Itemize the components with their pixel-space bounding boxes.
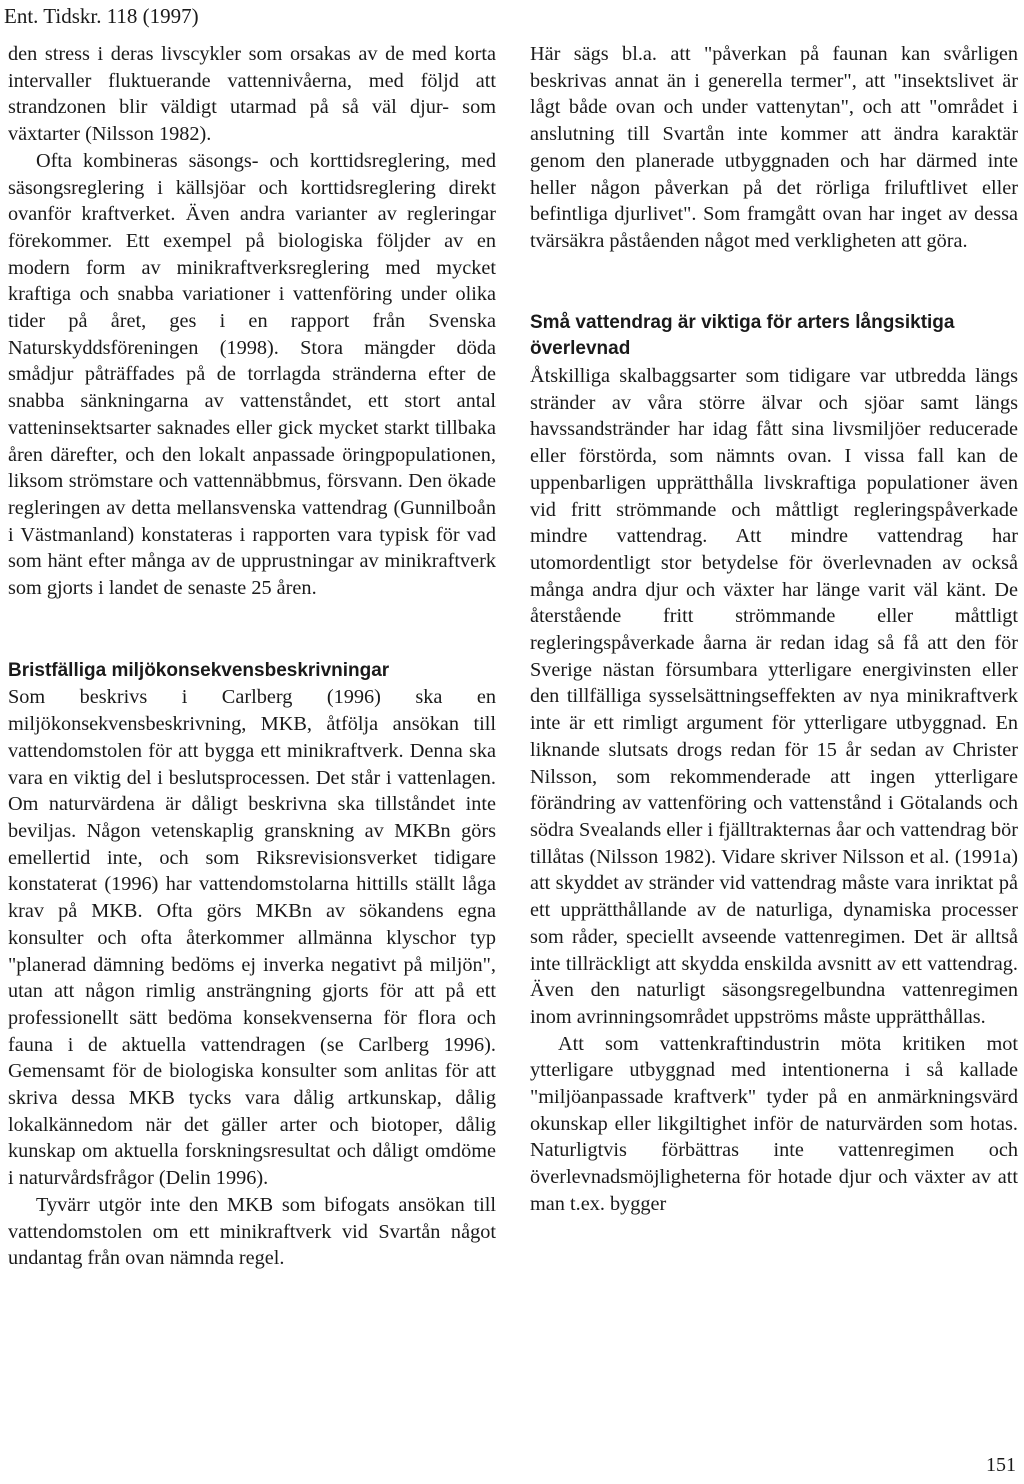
section-heading: Bristfälliga miljökonsekvensbeskrivningar	[8, 659, 390, 681]
page-number: 151	[986, 1454, 1016, 1476]
section-heading: Små vattendrag är viktiga för arters långsiktiga överlevnad	[530, 311, 955, 360]
paragraph: Som beskrivs i Carlberg (1996) ska en miljökonsekvensbeskrivning, MKB, åtfölja ansökan till vattendomstolen för att bygga ett minikraftverk. Denna ska vara en viktig del i beslutsprocessen. Det står i vattenlagen. Om naturvärdena är dåligt beskrivna ska tillståndet inte beviljas. Någon vetenskaplig granskning av MKBn görs emellertid inte, och som Riksrevisionsverket tidigare konstaterat (1996) har vattendomstolarna hittills ställt låga krav på MKB. Ofta görs MKBn av sökandens egna konsulter och ofta återkommer allmänna klyschor typ "planerad dämning bedöms ej inverka negativt på miljön", utan att någon rimlig ansträngning gjorts för att på ett professionellt sätt bedöma konsekvenserna för flora och fauna i de aktuella vattendragen (se Carlberg 1996). Gemensamt för de biologiska konsulter som anlitas för att skriva dessa MKB tycks vara dålig artkunskap, dålig lokalkännedom när det gäller arter och biotoper, dålig kunskap om aktuella forskningsresultat och dåligt omdöme i naturvårdsfrågor (Delin 1996).	[8, 686, 496, 1190]
right-column	[530, 41, 1018, 1218]
paragraph: Tyvärr utgör inte den MKB som bifogats ansökan till vattendomstolen om ett minikraftverk vid Svartån något undantag från ovan nämnda regel.	[8, 1193, 496, 1270]
left-column	[8, 41, 496, 1272]
running-head: Ent. Tidskr. 118 (1997)	[4, 4, 199, 28]
paragraph: Åtskilliga skalbaggsarter som tidigare var utbredda längs stränder av våra större älvar och sjöar samt längs havssandstränder har idag fått sina livsmiljöer reducerade eller förstörda, som nämnts ovan. I vissa fall kan de uppenbarligen upprätthålla livskraftiga populationer även vid fritt strömmande och måttligt regleringspåverkade mindre vattendrag. Att mindre vattendrag har utomordentligt stor betydelse för överlevnaden av också många andra djur och växter har länge varit väl känt. De återstående fritt strömmande eller måttligt regleringspåverkade åarna är redan idag så få att den för Sverige nästan försumbara ytterligare energivinsten eller den tillfälliga sysselsättningseffekten av nya minikraftverk inte är ett rimligt argument för ytterligare utbyggnad. En liknande slutsats drogs redan för 15 år sedan av Christer Nilsson, som rekommenderade att ingen ytterligare förändring av vattenföring och vattenstånd i Götalands och södra Svealands eller i fjälltrakternas åar och vattendrag bör tillåtas (Nilsson 1982). Vidare skriver Nilsson et al. (1991a) att skyddet av stränder vid vattendrag måste vara inriktat på ett upprätthållande av de naturliga, dynamiska processer som råder, speciellt avseende vattenregimen. Det är alltså inte tillräckligt att skydda enskilda avsnitt av ett vattendrag. Även den naturligt säsongsregelbundna vattenregimen inom avrinningsområdet uppströms måste upprätthållas.	[530, 365, 1018, 1028]
paragraph: Att som vattenkraftindustrin möta kritiken mot ytterligare utbyggnad med intentionerna i så kallade "miljöanpassade kraftverk" tyder på en anmärkningsvärd okunskap eller likgiltighet inför de naturvärden som hotas. Naturligtvis förbättras inte vattenregimen och överlevnadsmöjligheterna för hotade djur och växter av att man t.ex. bygger	[530, 1032, 1018, 1215]
paragraph: Här sägs bl.a. att "påverkan på faunan kan svårligen beskrivas annat än i generella termer", att "insektslivet är lågt både ovan och under vattenytan", och att "området i anslutning till Svartån inte kommer att ändra karaktär genom den planerade utbyggnaden och har därmed inte heller någon påverkan på det rörliga friluftlivet eller befintliga djurlivet". Som framgått ovan har inget av dessa tvärsäkra påståenden något med verkligheten att göra.	[530, 43, 1018, 252]
paragraph: den stress i deras livscykler som orsakas av de med korta intervaller fluktuerande vattennivåerna, med följd att strandzonen blir väldigt utarmad på så väl djur- som växtarter (Nilsson 1982).	[8, 43, 496, 146]
paragraph: Ofta kombineras säsongs- och korttidsreglering, med säsongsreglering i källsjöar och korttidsreglering direkt ovanför kraftverket. Även andra varianter av regleringar förekommer. Ett exempel på biologiska följder av en modern form av minikraftverksreglering med mycket kraftiga och snabba variationer i vattenföring under olika tider på året, ges i en rapport från Svenska Naturskyddsföreningen (1998). Stora mängder döda smådjur påträffades på de torrlagda stränderna efter de snabba sänkningarna av vattenståndet, ett stort antal vatteninsektsarter saknades eller gick mycket starkt tillbaka åren därefter, och den lokalt anpassade öringpopulationen, liksom strömstare och vattennäbbmus, försvann. Den ökade regleringen av detta mellansvenska vattendrag (Gunnilboån i Västmanland) konstateras i rapporten vara typisk för vad som hänt efter många av de upprustningar av minikraftverk som gjorts i landet de senaste 25 åren.	[8, 149, 496, 600]
